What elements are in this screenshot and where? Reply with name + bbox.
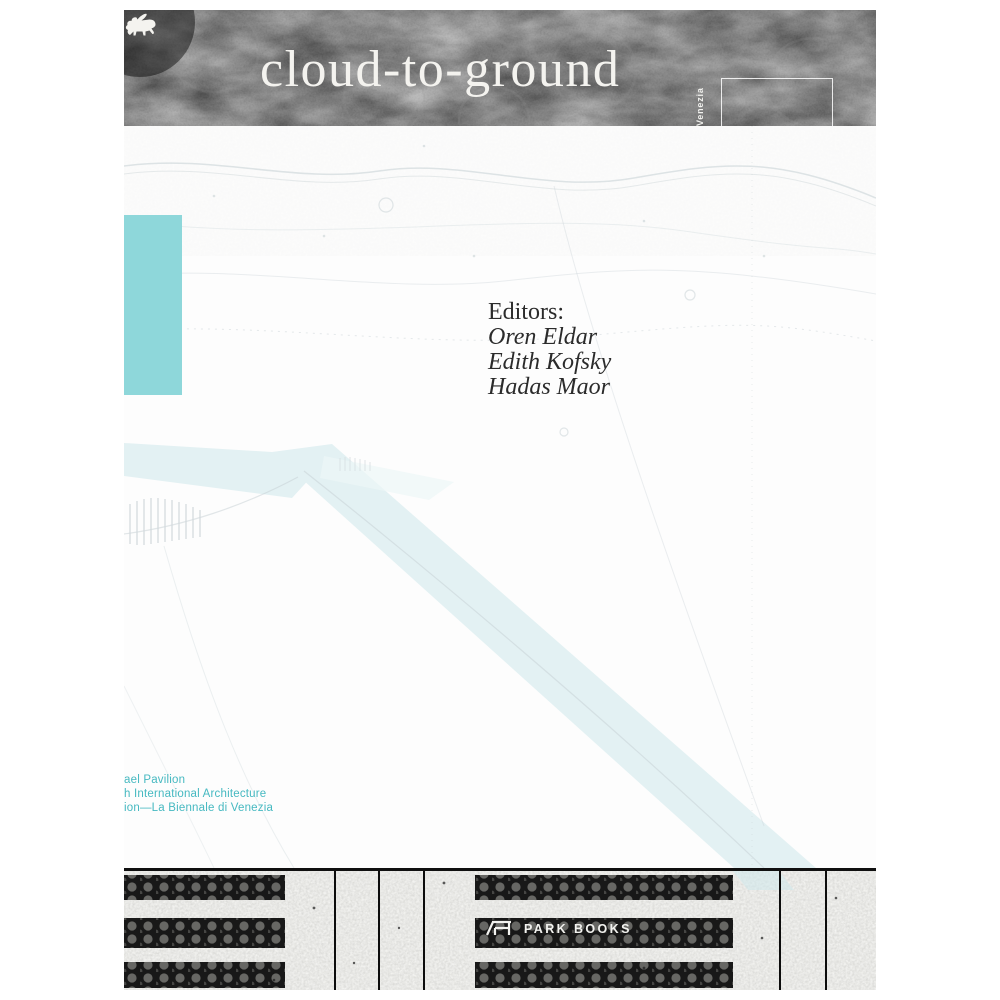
event-info-line: ion—La Biennale di Venezia: [124, 802, 274, 814]
event-info-line: h International Architecture: [124, 788, 267, 800]
top-band: [124, 10, 876, 126]
biennale-frame-outline: [721, 78, 833, 126]
editors-heading: Editors:: [488, 299, 564, 325]
book-title: cloud-to-ground: [260, 41, 621, 98]
event-info-line: ael Pavilion: [124, 774, 186, 786]
editor-name: Oren Eldar: [488, 324, 598, 350]
park-books-label: PARK BOOKS: [524, 921, 632, 936]
park-books-logo: [484, 920, 632, 937]
map-artwork: [124, 126, 876, 868]
editor-name: Edith Kofsky: [488, 349, 612, 375]
editors-block: [488, 300, 611, 400]
accent-color-block: [124, 215, 182, 395]
event-info-block: [124, 773, 273, 815]
editor-name: Hadas Maor: [488, 374, 611, 400]
winged-lion-icon: [124, 10, 156, 42]
book-cover: [124, 10, 876, 990]
biennale-venezia-vertical-label: Venezia: [695, 87, 705, 126]
park-bench-icon: [484, 920, 514, 937]
